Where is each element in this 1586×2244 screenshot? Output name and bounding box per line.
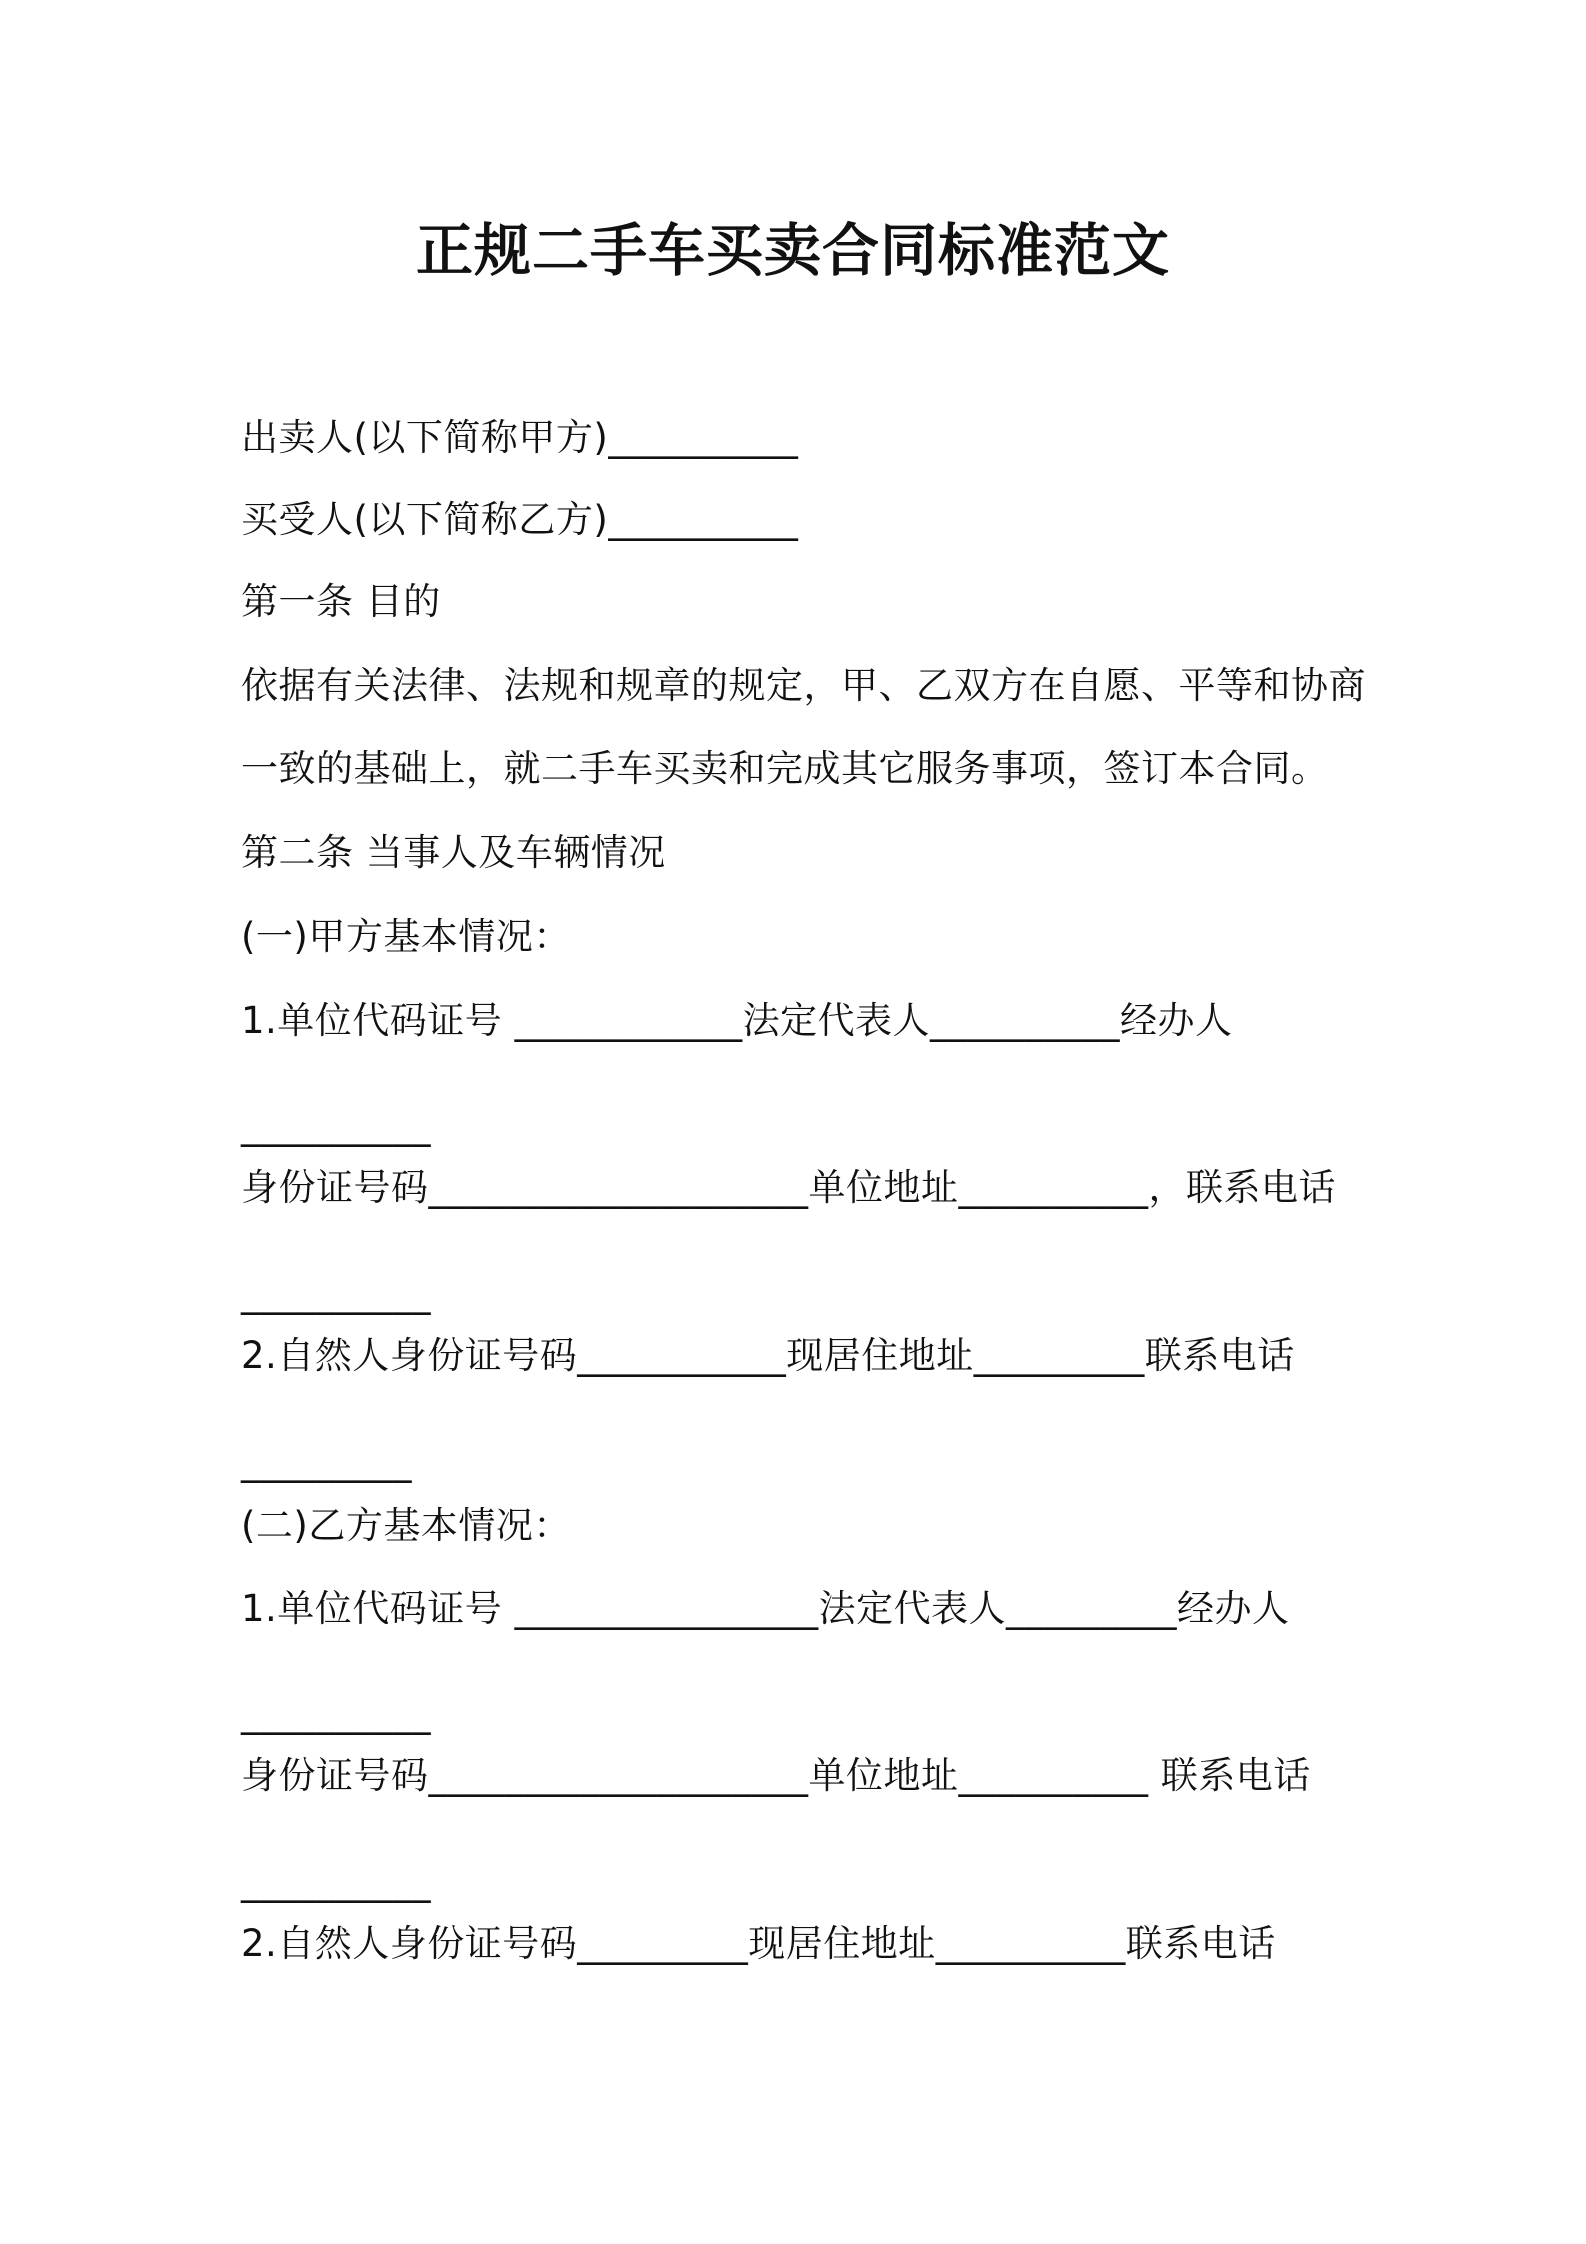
party-a-phone-blank: __________: [241, 1272, 431, 1315]
party-b-heading: (二)乙方基本情况：: [241, 1504, 571, 1547]
seller-line: 出卖人(以下简称甲方)__________: [241, 416, 799, 459]
party-b-agent-blank: __________: [241, 1692, 431, 1735]
article-1-text-line-1: 依据有关法律、法规和规章的规定，甲、乙双方在自愿、平等和协商: [241, 664, 1366, 707]
party-b-id-line: 身份证号码____________________单位地址__________ 联系电话: [241, 1754, 1311, 1797]
party-b-org-line: 1.单位代码证号 ________________法定代表人_________经办人: [241, 1587, 1290, 1630]
party-a-person-blank: _________: [241, 1440, 412, 1483]
document-title: 正规二手车买卖合同标准范文: [416, 218, 1170, 284]
party-a-id-line: 身份证号码____________________单位地址__________，联系电话: [241, 1166, 1336, 1209]
buyer-line: 买受人(以下简称乙方)__________: [241, 498, 799, 541]
party-a-heading: (一)甲方基本情况：: [241, 915, 571, 958]
party-b-person-line: 2.自然人身份证号码_________现居住地址__________联系电话: [241, 1922, 1276, 1965]
party-a-agent-blank: __________: [241, 1104, 431, 1147]
party-a-person-line: 2.自然人身份证号码___________现居住地址_________联系电话: [241, 1334, 1295, 1377]
article-1-text-line-2: 一致的基础上，就二手车买卖和完成其它服务事项，签订本合同。: [241, 747, 1329, 790]
article-1-heading: 第一条 目的: [241, 580, 441, 623]
party-a-org-line: 1.单位代码证号 ____________法定代表人__________经办人: [241, 999, 1233, 1042]
article-2-heading: 第二条 当事人及车辆情况: [241, 831, 666, 874]
party-b-phone-blank: __________: [241, 1860, 431, 1903]
